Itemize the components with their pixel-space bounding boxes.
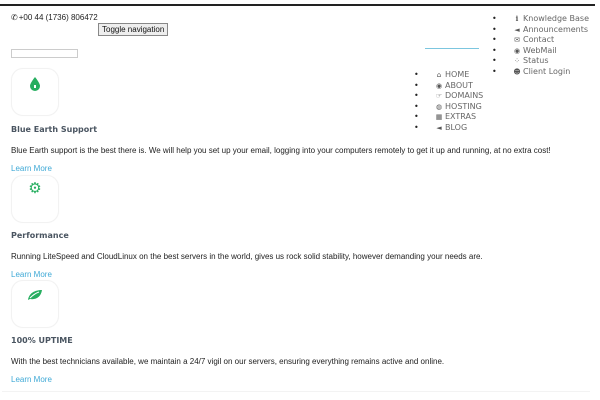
- eye-icon: ◉: [513, 46, 521, 55]
- top-link-contact[interactable]: [492, 35, 589, 46]
- toggle-navigation-button[interactable]: Toggle navigation: [98, 23, 168, 36]
- nav-label: DOMAINS: [445, 91, 484, 100]
- bullet: •: [414, 101, 419, 111]
- nav-label: HOSTING: [445, 101, 482, 111]
- learn-more-link[interactable]: Learn More: [11, 164, 52, 173]
- phone-number: [11, 13, 98, 22]
- nav-accent-line: [425, 48, 479, 49]
- feature-description: With the best technicians available, we maintain a 24/7 vigil on our servers, ensuring everything remains active and online.: [11, 357, 445, 366]
- leaf-icon: [12, 289, 58, 303]
- link-label: Knowledge Base: [523, 14, 589, 23]
- feature-support: [11, 68, 591, 178]
- phone-icon: ✆: [11, 13, 18, 22]
- nav-label: HOME: [445, 70, 470, 79]
- spinner-icon: ⁘: [514, 57, 520, 65]
- section-divider: [2, 391, 590, 392]
- top-link-announcements[interactable]: [492, 24, 589, 36]
- feature-icon-box: [11, 280, 59, 328]
- bullet: •: [414, 80, 419, 90]
- bullet: •: [414, 91, 419, 100]
- bullet: •: [492, 45, 497, 55]
- briefcase-icon: ▦: [435, 113, 443, 121]
- feature-title: Performance: [11, 231, 69, 240]
- feature-title: Blue Earth Support: [11, 125, 98, 134]
- feature-description: Running LiteSpeed and CloudLinux on the best servers in the world, gives us rock solid stability, however demanding your needs are.: [11, 252, 483, 261]
- link-label: Status: [523, 56, 549, 65]
- cog-icon: ⚙: [28, 180, 42, 197]
- info-icon: i: [515, 14, 519, 23]
- nav-label: EXTRAS: [445, 112, 477, 121]
- link-label: WebMail: [523, 45, 557, 55]
- bullet: •: [492, 24, 497, 34]
- feature-uptime: [11, 280, 591, 390]
- top-link-webmail[interactable]: [492, 45, 589, 57]
- nav-label: ABOUT: [445, 80, 473, 90]
- bullet: •: [414, 112, 419, 121]
- link-label: Contact: [523, 35, 555, 44]
- bullhorn-icon: ◄: [436, 123, 442, 132]
- top-link-status[interactable]: [492, 56, 589, 67]
- link-label: Announcements: [523, 24, 589, 34]
- feature-icon-box: [11, 68, 59, 116]
- bullet: •: [492, 56, 497, 65]
- learn-more-link[interactable]: Learn More: [11, 375, 52, 384]
- feature-title: 100% UPTIME: [11, 336, 73, 345]
- bullhorn-icon: ◄: [514, 25, 520, 34]
- bullet: •: [492, 66, 497, 76]
- search-input[interactable]: [11, 49, 78, 58]
- top-link-knowledge-base[interactable]: [492, 14, 589, 25]
- hand-pointer-icon: ☞: [435, 92, 443, 100]
- bullet: •: [414, 70, 419, 79]
- feature-performance: [11, 175, 591, 280]
- bullet: •: [492, 14, 497, 23]
- users-icon: ☻: [513, 67, 521, 76]
- nav-label: BLOG: [445, 122, 468, 132]
- top-bar: [0, 4, 595, 6]
- learn-more-link[interactable]: Learn More: [11, 270, 52, 279]
- feature-icon-box: [11, 175, 59, 223]
- envelope-icon: ✉: [514, 36, 520, 44]
- home-icon: ⌂: [436, 71, 442, 79]
- bullet: •: [414, 122, 419, 132]
- link-label: Client Login: [523, 66, 571, 76]
- bullet: •: [492, 35, 497, 44]
- dot-circle-icon: ◉: [435, 81, 443, 90]
- tint-icon: [12, 77, 58, 93]
- phone-text: +00 44 (1736) 806472: [18, 13, 98, 22]
- globe-icon: ◍: [435, 102, 443, 111]
- feature-description: Blue Earth support is the best there is. We will help you set up your email, logging into your computers remotely to get it up and running, at no extra cost!: [11, 146, 551, 155]
